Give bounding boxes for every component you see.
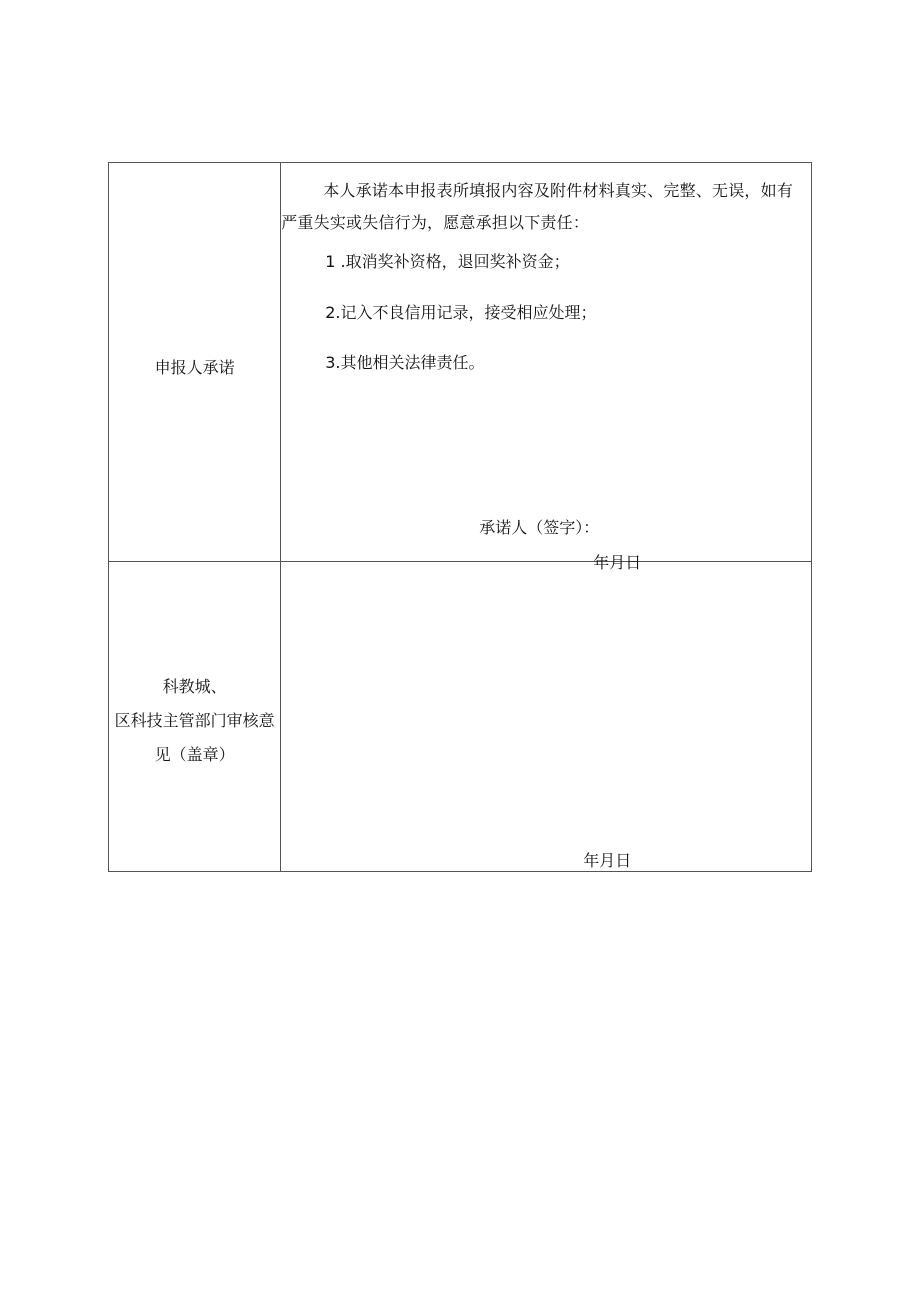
pledge-label: 申报人承诺	[154, 358, 235, 377]
review-row	[109, 561, 812, 871]
review-label-line: 区科技主管部门审核意	[114, 710, 275, 730]
review-label-cell	[109, 561, 281, 871]
review-label-line: 见（盖章）	[154, 744, 235, 764]
review-date-label: 年月日	[583, 850, 632, 870]
pledge-date-label: 年月日	[593, 553, 642, 572]
pledge-content-cell	[281, 163, 812, 572]
review-label	[109, 670, 280, 772]
application-form-table	[108, 162, 812, 872]
pledge-item: 2.记入不良信用记录，接受相应处理；	[325, 303, 597, 322]
pledge-item: 3.其他相关法律责任。	[325, 353, 485, 372]
review-opinion-cell[interactable]	[281, 561, 812, 871]
pledge-item: 1 .取消奖补资格，退回奖补资金；	[325, 252, 570, 271]
review-label-line: 科教城、	[162, 676, 227, 696]
pledge-intro-text: 本人承诺本申报表所填报内容及附件材料真实、完整、无误，如有严重失实或失信行为，愿意承担以下责任：	[281, 181, 794, 232]
pledge-row	[109, 163, 812, 562]
pledge-label-cell	[109, 163, 281, 562]
signer-label: 承诺人（签字）：	[479, 518, 600, 537]
